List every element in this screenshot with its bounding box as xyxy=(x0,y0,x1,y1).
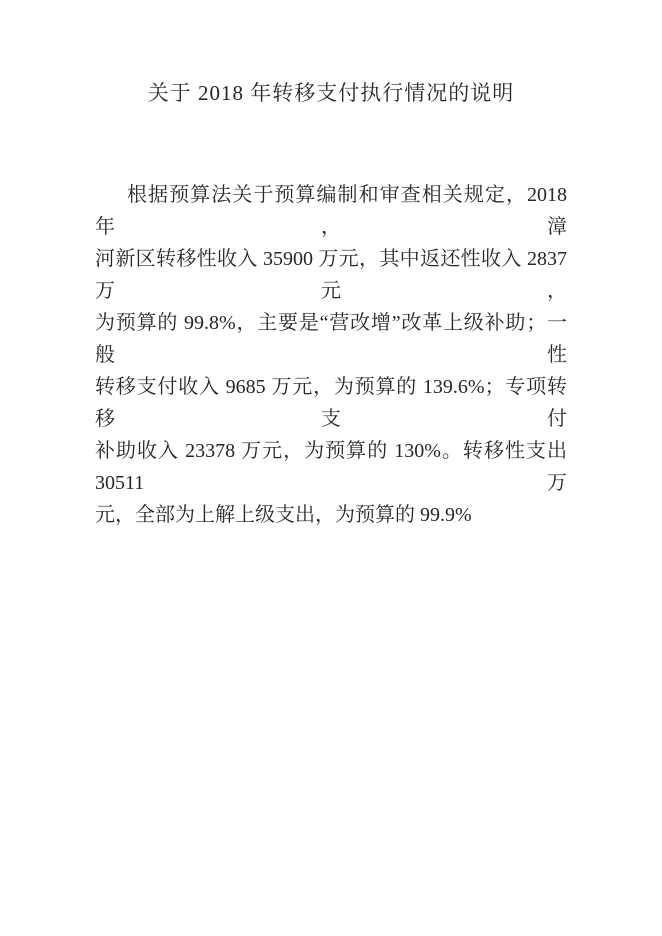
paragraph-line: 河新区转移性收入 35900 万元，其中返还性收入 2837 万元， xyxy=(95,248,567,302)
paragraph-line: 补助收入 23378 万元，为预算的 130%。转移性支出 30511 万 xyxy=(95,440,567,494)
paragraph-line: 转移支付收入 9685 万元，为预算的 139.6%；专项转移支付 xyxy=(95,376,567,430)
document-body xyxy=(95,179,567,531)
paragraph-line: 为预算的 99.8%，主要是“营改增”改革上级补助；一般性 xyxy=(95,312,567,366)
paragraph-line: 元，全部为上解上级支出，为预算的 99.9% xyxy=(95,504,472,526)
document-title: 关于 2018 年转移支付执行情况的说明 xyxy=(147,81,515,105)
paragraph-line: 根据预算法关于预算编制和审查相关规定，2018 年，漳 xyxy=(95,184,567,238)
